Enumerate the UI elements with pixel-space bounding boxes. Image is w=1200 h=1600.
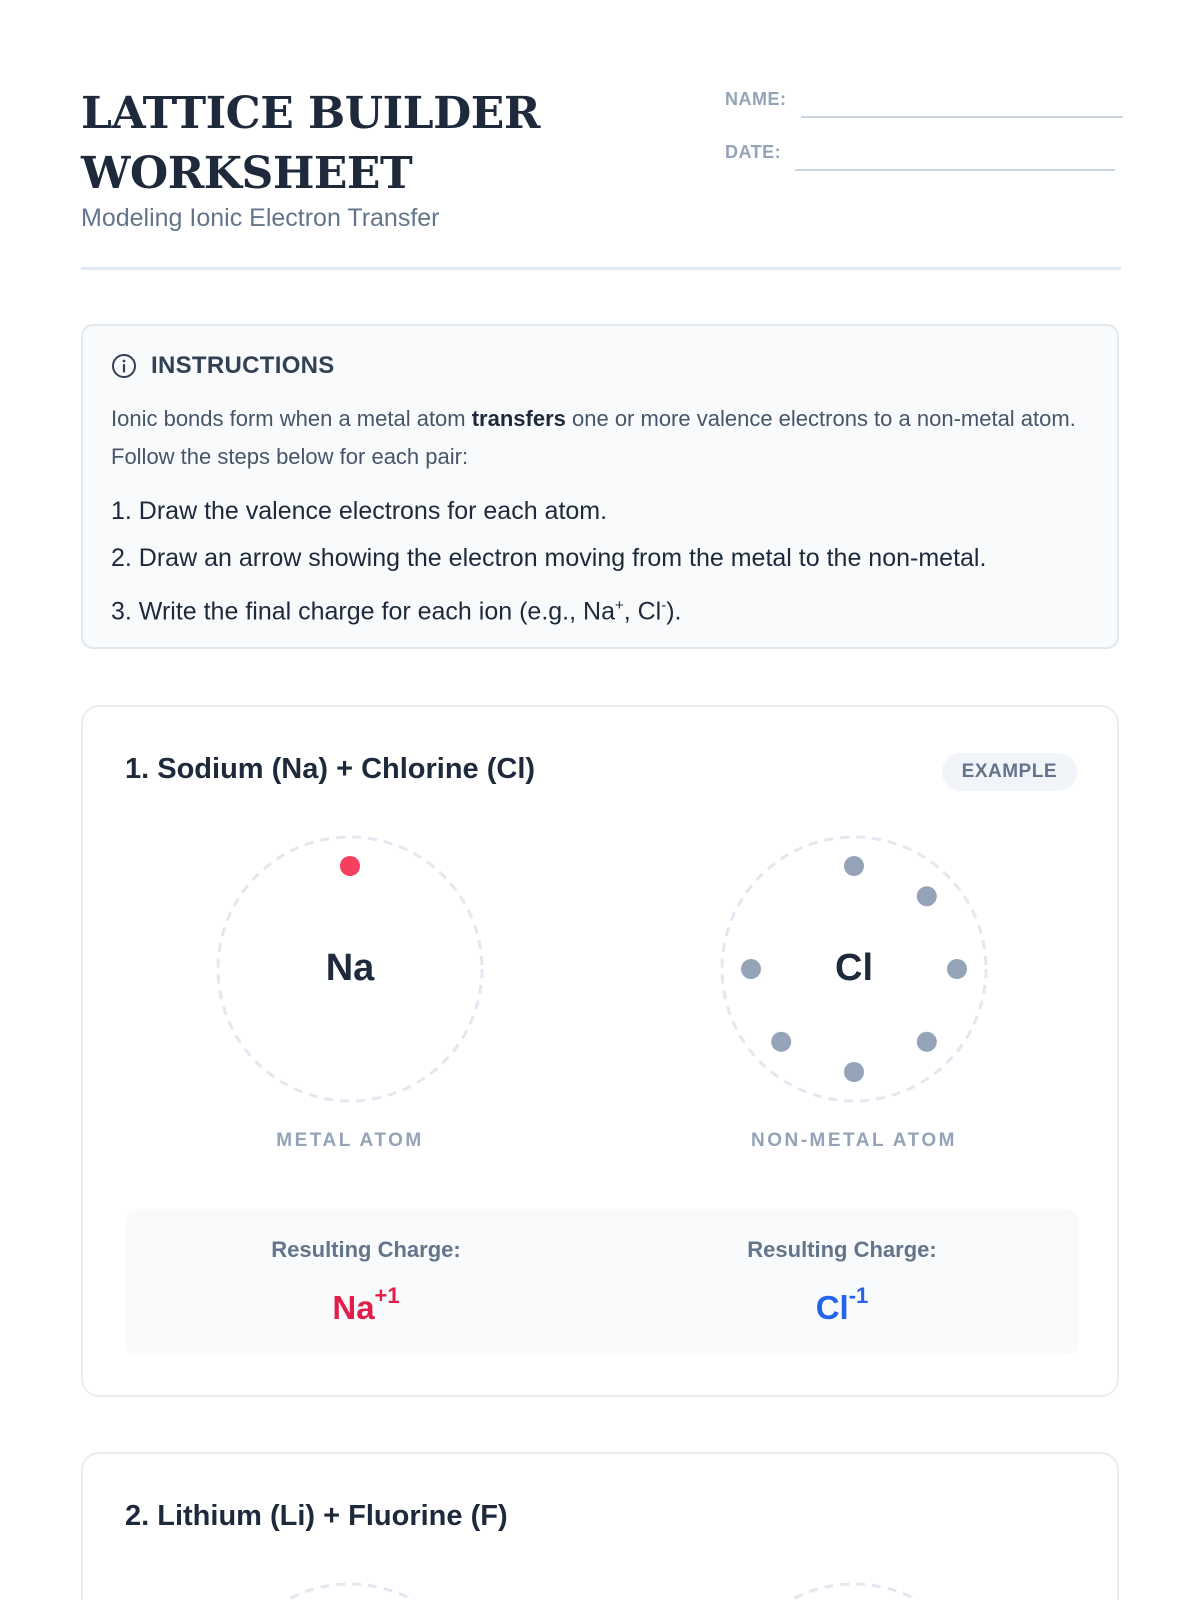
intro-text-bold: transfers (471, 406, 566, 431)
nonmetal-ion-symbol: Cl (815, 1289, 849, 1326)
instruction-steps (111, 488, 1089, 635)
nonmetal-electron-5 (844, 1062, 864, 1082)
instructions-heading-row (111, 352, 1089, 380)
metal-electron-1 (340, 856, 360, 876)
problem-card-1 (81, 705, 1119, 1397)
metal-ion-symbol: Na (332, 1289, 375, 1326)
metal-result-label: Resulting Charge: (271, 1237, 461, 1262)
step-3-text: 3. Write the final charge for each ion (e.g., Na (111, 597, 615, 626)
problem-2-nonmetal-orbit (722, 1584, 986, 1600)
example-badge: EXAMPLE (942, 753, 1077, 791)
nonmetal-ion-charge: -1 (848, 1283, 869, 1308)
date-field (725, 133, 1115, 173)
header-divider (81, 267, 1121, 270)
instructions-heading: INSTRUCTIONS (151, 352, 335, 379)
instructions-box (81, 324, 1119, 649)
date-line[interactable] (795, 169, 1115, 171)
metal-ion-charge: +1 (374, 1283, 400, 1308)
step-3-minus: - (661, 597, 667, 614)
intro-text-end: one or more valence electrons to a non-metal atom. Follow the steps below for each pair: (111, 406, 1076, 469)
nonmetal-result-charge (692, 1283, 992, 1327)
info-icon (111, 353, 137, 379)
metal-symbol: Na (325, 947, 375, 990)
step-2: 2. Draw an arrow showing the electron moving from the metal to the non-metal. (111, 544, 987, 572)
title-line-2: WORKSHEET (81, 148, 413, 199)
step-3 (111, 582, 1089, 635)
nonmetal-symbol: Cl (835, 947, 873, 990)
step-1: 1. Draw the valence electrons for each atom. (111, 497, 608, 525)
metal-electron-group (340, 856, 360, 876)
step-3-text-mid: , Cl (623, 597, 662, 626)
name-line[interactable] (801, 116, 1123, 118)
nonmetal-electron-6 (771, 1032, 791, 1052)
intro-text-start: Ionic bonds form when a metal atom (111, 406, 472, 431)
nonmetal-electron-3 (947, 959, 967, 979)
metal-atom-caption: METAL ATOM (276, 1130, 424, 1151)
title-line-1: LATTICE BUILDER (81, 88, 540, 139)
worksheet-title (81, 84, 641, 204)
nonmetal-atom[interactable] (722, 837, 986, 1101)
problem-2-atom-diagrams (83, 1454, 1119, 1600)
nonmetal-electron-2 (917, 886, 937, 906)
name-field (725, 80, 1123, 120)
metal-atom[interactable] (218, 837, 482, 1101)
problem-2-metal-orbit (218, 1584, 482, 1600)
metal-result-charge (216, 1283, 516, 1327)
nonmetal-result-label: Resulting Charge: (747, 1237, 937, 1262)
date-label: DATE: (725, 142, 782, 162)
step-3-text-end: ). (666, 597, 682, 626)
problem-card-2 (81, 1452, 1119, 1600)
nonmetal-electron-7 (741, 959, 761, 979)
nonmetal-electron-1 (844, 856, 864, 876)
nonmetal-electron-4 (917, 1032, 937, 1052)
worksheet-subtitle: Modeling Ionic Electron Transfer (81, 204, 440, 232)
instructions-intro (111, 400, 1089, 476)
nonmetal-atom-caption: NON-METAL ATOM (751, 1130, 957, 1151)
problem-1-title: 1. Sodium (Na) + Chlorine (Cl) (125, 753, 536, 785)
problem-2-title: 2. Lithium (Li) + Fluorine (F) (125, 1500, 508, 1532)
name-label: NAME: (725, 89, 787, 109)
step-3-plus: + (614, 597, 624, 614)
result-panel (125, 1209, 1079, 1355)
